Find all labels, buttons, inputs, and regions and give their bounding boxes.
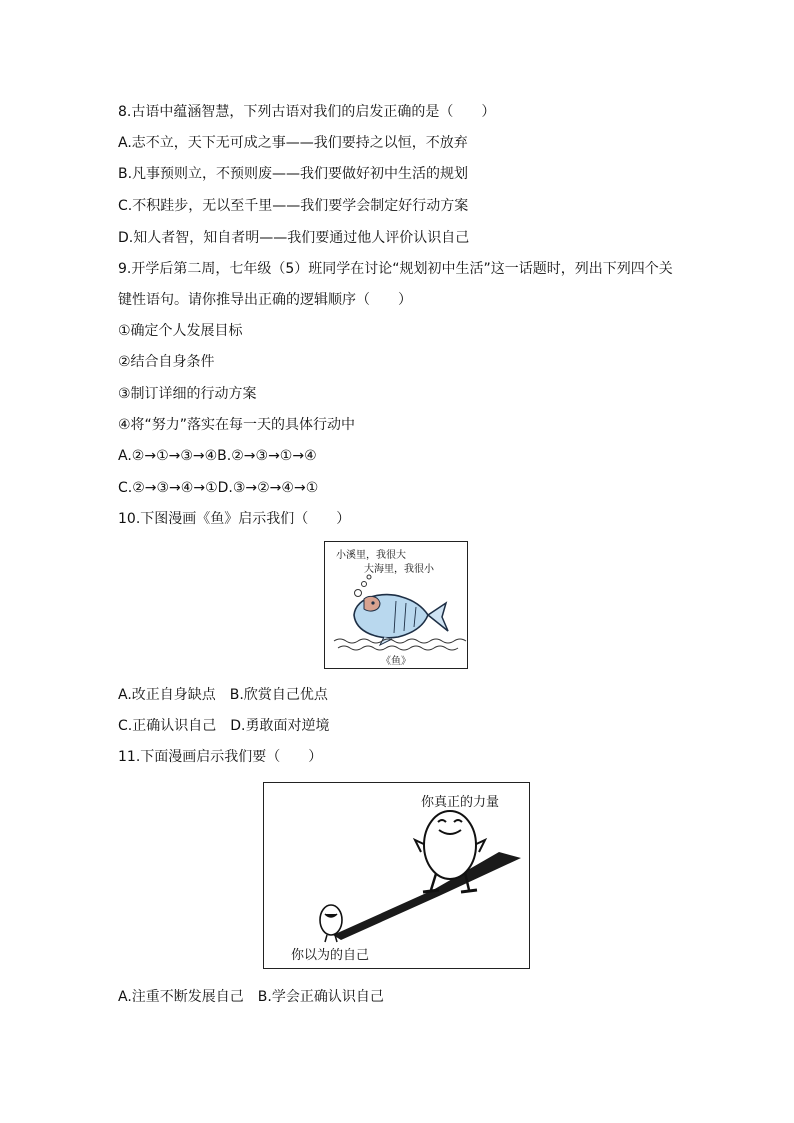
q10-options-row2: C.正确认识自己 D.勇敢面对逆境 [118,718,330,734]
q9-item-3: ③制订详细的行动方案 [118,386,257,402]
q9-item-1: ①确定个人发展目标 [118,323,243,339]
fish-cartoon [324,541,468,669]
q9-item-2: ②结合自身条件 [118,354,215,370]
egg-cartoon [263,782,530,969]
q11-options-row1: A.注重不断发展自己 B.学会正确认识自己 [118,989,384,1005]
q11-stem: 11.下面漫画启示我们要（ ） [118,749,323,765]
egg-label-bottom: 你以为的自己 [291,948,370,963]
q8-option-a: A.志不立，天下无可成之事——我们要持之以恒，不放弃 [118,135,468,151]
fish-caption: 《鱼》 [381,656,411,667]
q9-options-row1: A.②→①→③→④B.②→③→①→④ [118,448,317,464]
q10-stem: 10.下图漫画《鱼》启示我们（ ） [118,511,351,527]
q8-option-b: B.凡事预则立，不预则废——我们要做好初中生活的规划 [118,166,469,182]
q8-option-d: D.知人者智，知自者明——我们要通过他人评价认识自己 [118,230,470,246]
q8-stem: 8.古语中蕴涵智慧，下列古语对我们的启发正确的是（ ） [118,104,496,120]
fish-text-line1: 小溪里，我很大 [336,550,406,561]
fish-text-line2: 大海里，我很小 [364,564,434,575]
q10-options-row1: A.改正自身缺点 B.欣赏自己优点 [118,687,328,703]
q9-options-row2: C.②→③→④→①D.③→②→④→① [118,480,319,496]
q9-item-4: ④将“努力”落实在每一天的具体行动中 [118,417,356,433]
q9-stem-line2: 键性语句。请你推导出正确的逻辑顺序（ ） [118,292,412,308]
egg-label-top: 你真正的力量 [421,795,500,810]
q8-option-c: C.不积跬步，无以至千里——我们要学会制定好行动方案 [118,198,469,214]
q9-stem-line1: 9.开学后第二周，七年级（5）班同学在讨论“规划初中生活”这一话题时，列出下列四个关 [118,261,673,277]
